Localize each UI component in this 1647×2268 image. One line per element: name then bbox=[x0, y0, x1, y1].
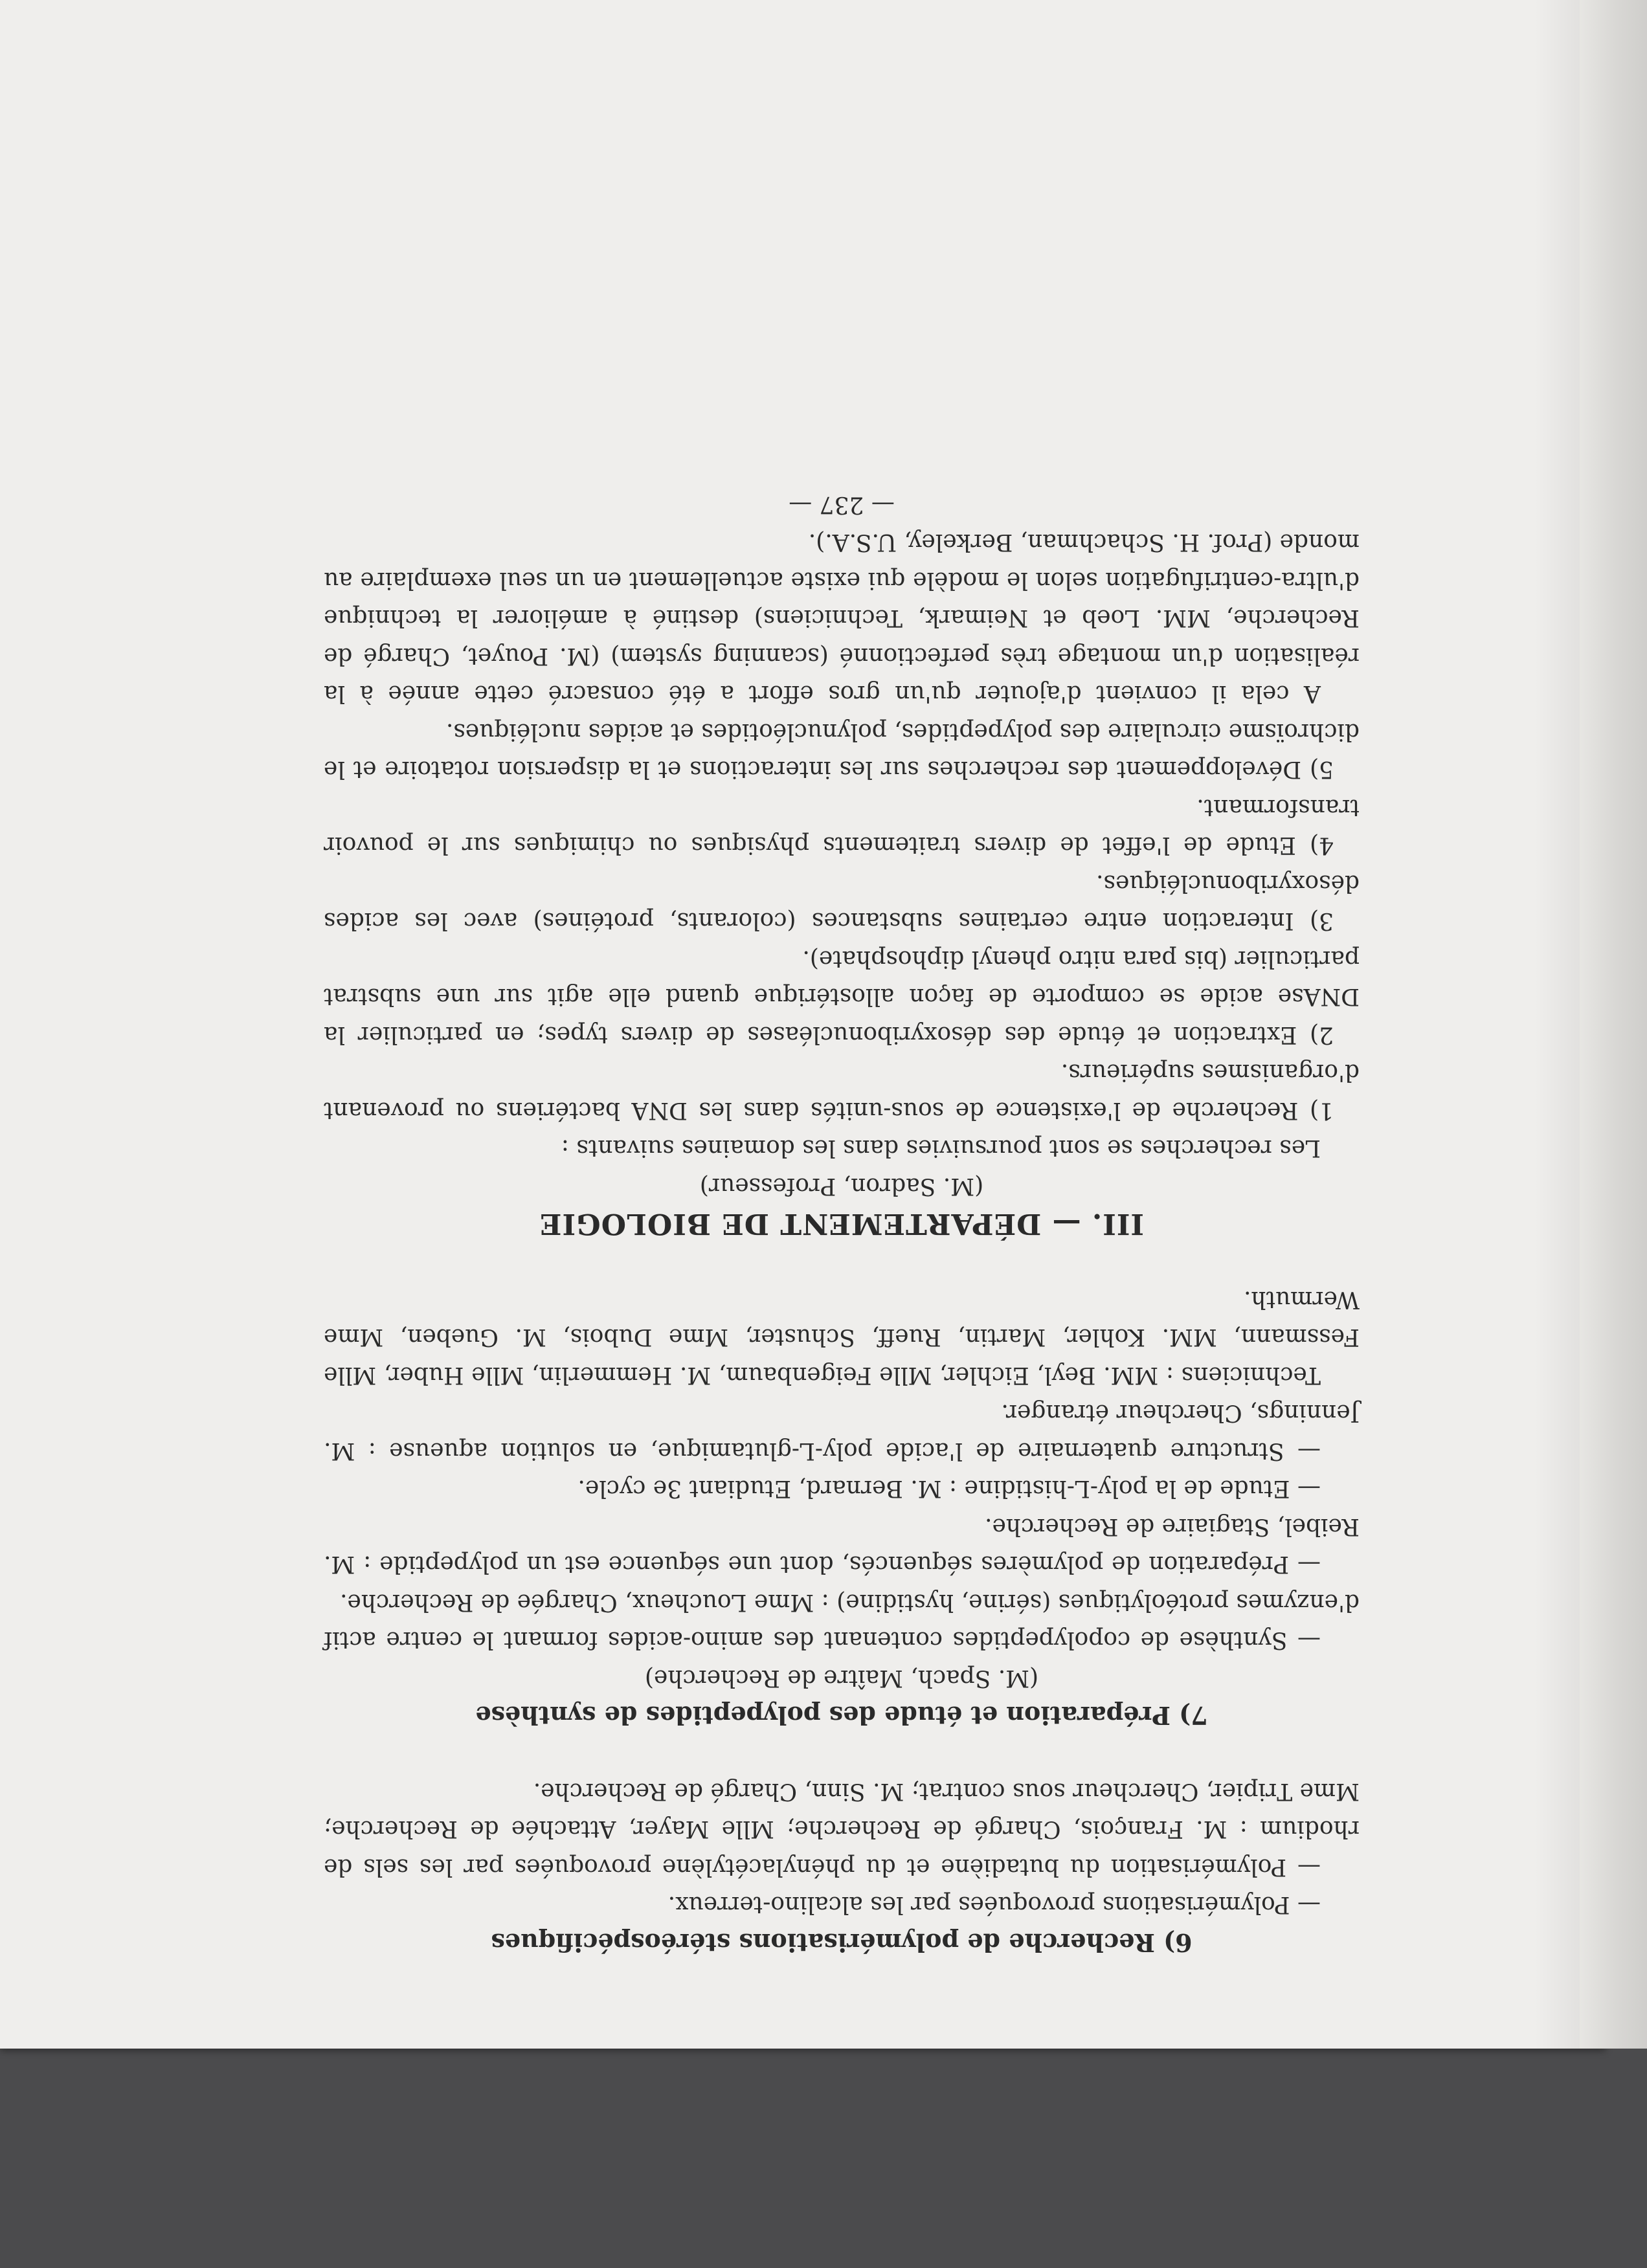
section-7-subtitle: (M. Spach, Maître de Recherche) bbox=[644, 1665, 1039, 1691]
section-6-paragraph: — Polymérisations provoquées par les alcalino-terreux. bbox=[667, 1891, 1321, 1918]
section-7-paragraph: — Structure quaternaire de l'acide poly-L-glutamique, en solution aqueuse : M. Jennings, Chercheur étranger. bbox=[324, 1399, 1360, 1464]
page-number: — 237 — bbox=[789, 491, 895, 518]
page-text-upside-down bbox=[324, 214, 1360, 1961]
page-edge bbox=[1580, 0, 1647, 2049]
department-subtitle: (M. Sadron, Professeur) bbox=[699, 1173, 984, 1199]
section-7-heading: 7) Préparation et étude des polypeptides de synthèse bbox=[475, 1701, 1208, 1731]
department-heading: III. — DÉPARTEMENT DE BIOLOGIE bbox=[539, 1207, 1145, 1241]
research-item: 4) Etude de l'effet de divers traitements physiques ou chimiques sur le pouvoir transformant. bbox=[324, 794, 1360, 859]
section-7-paragraph: — Préparation de polymères séquencés, dont une séquence est un polypeptide : M. Reibel, Stagiaire de Recherche. bbox=[324, 1513, 1360, 1578]
section-6-heading: 6) Recherche de polymérisations stéréospécifiques bbox=[491, 1928, 1193, 1957]
technicians-list: Techniciens : MM. Beyl, Eichler, Mlle Feigenbaum, M. Hemmerlin, Mlle Huber, Mlle Fessmann, MM. Kohler, Martin, Rueff, Schuster, Mme Dubois, M. Gueben, Mme Wermuth. bbox=[324, 1286, 1360, 1388]
section-6-paragraph: — Polymérisation du butadiène et du phénylacétylène provoquées par les sels de rhodium : M. François, Chargé de Recherche; Mlle Mayer, Attachée de Recherche; Mme Tripier, Chercheur sous contrat; M. Sinn, Chargé de Recherche. bbox=[324, 1778, 1360, 1880]
research-item: 3) Interaction entre certaines substances (colorants, protéines) avec les acides désoxyribonucléiques. bbox=[324, 870, 1360, 935]
research-item: 2) Extraction et étude des désoxyribonucléases de divers types; en particulier la DNAse acide se comporte de façon allostérique quand elle agit sur une substrat particulier (bis para nitro phenyl diphosphate). bbox=[324, 946, 1360, 1048]
section-7-paragraph: — Synthèse de copolypeptides contenant des amino-acides formant le centre actif d'enzymes protéolytiques (sérine, hystidine) : Mme Loucheux, Chargée de Recherche. bbox=[324, 1589, 1360, 1654]
research-item: 5) Développement des recherches sur les interactions et la dispersion rotatoire et le dichroïsme circulaire des polypeptides, polynucléotides et acides nucléiques. bbox=[324, 718, 1360, 783]
section-7-paragraph: — Etude de la poly-L-histidine : M. Bernard, Etudiant 3e cycle. bbox=[577, 1475, 1321, 1502]
research-item: 1) Recherche de l'existence de sous-unités dans les DNA bactériens ou provenant d'organismes supérieurs. bbox=[324, 1059, 1360, 1124]
department-intro: Les recherches se sont poursuivies dans les domaines suivants : bbox=[561, 1135, 1321, 1162]
closing-paragraph: A cela il convient d'ajouter qu'un gros effort a été consacré cette année à la réalisation d'un montage très perfectionné (scanning system) (M. Pouyet, Chargé de Recherche, MM. Loeb et Neimark, Techniciens) destiné à améliorer la technique d'ultra-centrifugation selon le modèle qui existe actuellement en un seul exemplaire au monde (Prof. H. Schachman, Berkeley, U.S.A.). bbox=[324, 529, 1360, 707]
